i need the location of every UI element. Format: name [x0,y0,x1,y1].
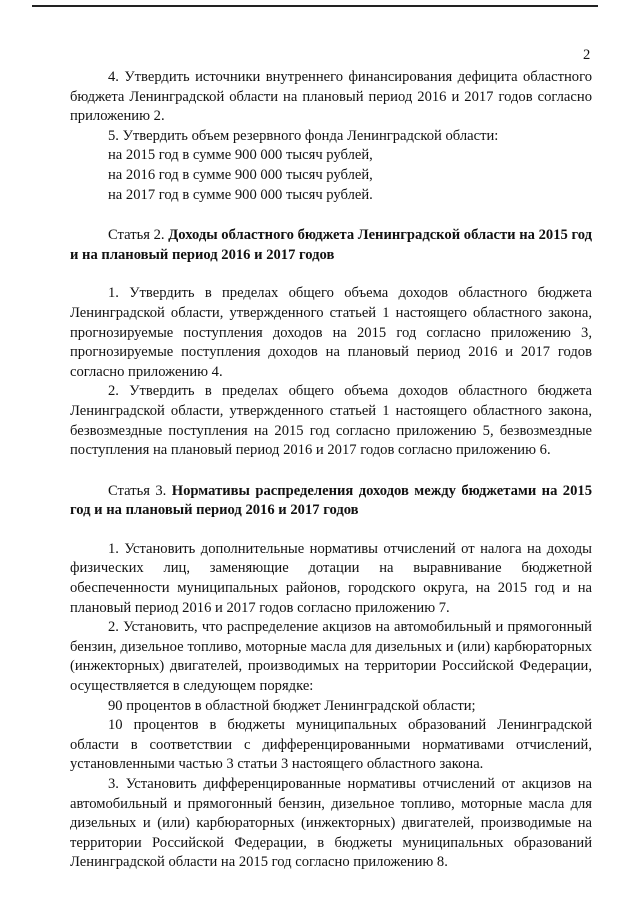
article2-title: Доходы областного бюджета Ленинградской области на 2015 год и на плановый период 2016 и 2017 годов [70,227,592,263]
article2-paragraph-2: 2. Утвердить в пределах общего объема доходов областного бюджета Ленинградской области, утвержденного статьей 1 настоящего областного закона, безвозмездные поступления на 2015 год согласно приложению 5, безвозмездные поступления на плановый период 2016 и 2017 годов согласно приложению 6. [70,383,592,459]
page-number: 2 [583,47,591,63]
document-body [70,68,592,873]
article3-heading [70,482,592,521]
reserve-fund-2017: на 2017 год в сумме 900 000 тысяч рублей. [108,186,373,203]
article3-title: Нормативы распределения доходов между бюджетами на 2015 год и на плановый период 2016 и 2017 годов [70,482,592,519]
article1-paragraph-4: 4. Утвердить источники внутреннего финансирования дефицита областного бюджета Ленинградской области на плановый период 2016 и 2017 годов согласно приложению 2. [70,69,592,125]
article3-paragraph-3: 3. Установить дифференцированные нормативы отчислений от акцизов на автомобильный и прямогонный бензин, дизельное топливо, моторные масла для дизельных и (или) карбюраторных (инжекторных) двигателей, производимые на территории Российской Федерации, в бюджеты муниципальных образований Ленинградской области на 2015 год согласно приложению 8. [70,776,592,871]
article3-paragraph-2: 2. Установить, что распределение акцизов на автомобильный и прямогонный бензин, дизельное топливо, моторные масла для дизельных и (или) карбюраторных (инжекторных) двигателей, производимых на территории Российской Федерации, осуществляется в следующем порядке: [70,619,592,695]
article3-paragraph-1: 1. Установить дополнительные нормативы отчислений от налога на доходы физических лиц, заменяющие дотации на выравнивание бюджетной обеспеченности муниципальных районов, городского округа, на 2015 год и на плановый период 2016 и 2017 годов согласно приложению 7. [70,540,592,616]
top-border-line [32,5,598,7]
article1-paragraph-5: 5. Утвердить объем резервного фонда Ленинградской области: [108,127,499,144]
article2-label: Статья 2. [108,227,165,244]
reserve-fund-2015: на 2015 год в сумме 900 000 тысяч рублей, [108,147,373,164]
article2-heading [70,226,592,265]
article3-paragraph-2a: 90 процентов в областной бюджет Ленинградской области; [108,697,476,714]
reserve-fund-2016: на 2016 год в сумме 900 000 тысяч рублей, [108,166,373,183]
article2-paragraph-1: 1. Утвердить в пределах общего объема доходов областного бюджета Ленинградской области, утвержденного статьей 1 настоящего областного закона, прогнозируемые поступления доходов на 2015 год согласно приложению 3, прогнозируемые поступления доходов на плановый период 2016 и 2017 годов согласно приложению 4. [70,285,592,380]
article3-paragraph-2b: 10 процентов в бюджеты муниципальных образований Ленинградской области в соответствии с дифференцированными нормативами отчислений, установленными частью 3 статьи 3 настоящего областного закона. [70,717,592,773]
article3-label: Статья 3. [108,482,167,499]
